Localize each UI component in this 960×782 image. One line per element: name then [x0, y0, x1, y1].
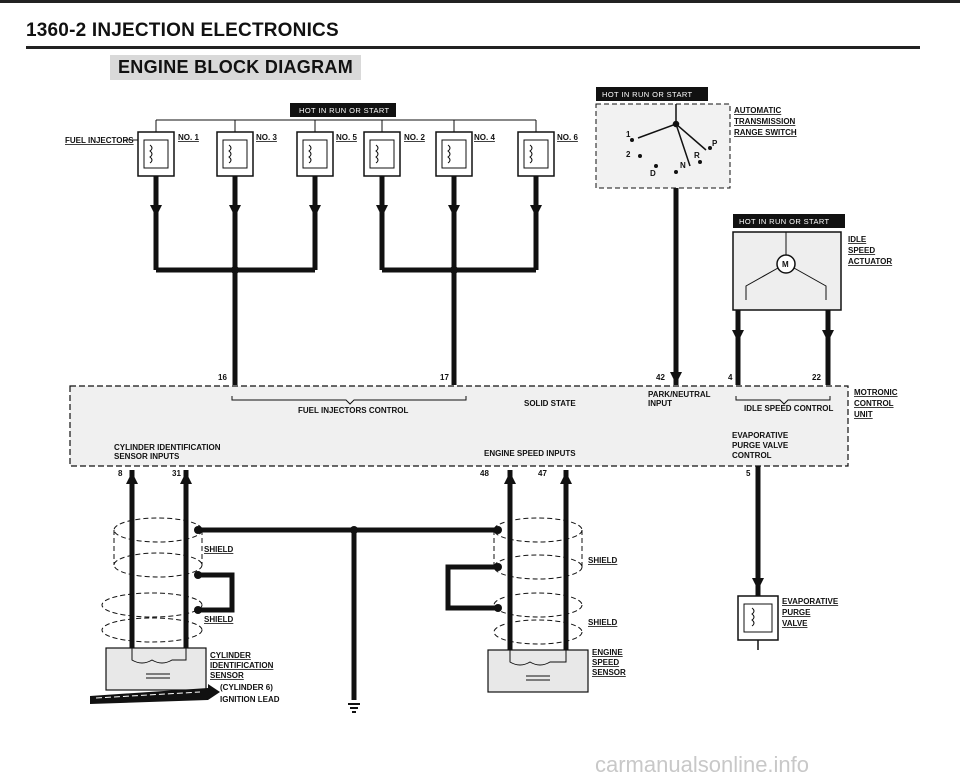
motronic-label-2: CONTROL: [854, 399, 894, 408]
injector-no2-label: NO. 2: [404, 133, 425, 142]
injector-no4: [436, 120, 472, 176]
fuel-injectors-control-label: FUEL INJECTORS CONTROL: [298, 406, 409, 415]
switch-pos-n: N: [680, 161, 686, 170]
cyl6-label-2: IGNITION LEAD: [220, 695, 280, 704]
injector-no6-label: NO. 6: [557, 133, 578, 142]
idle-label-1: IDLE: [848, 235, 867, 244]
pin-17: 17: [440, 373, 449, 382]
evap-control-label-2: PURGE VALVE: [732, 441, 789, 450]
cyl-id-inputs-label-1: CYLINDER IDENTIFICATION: [114, 443, 221, 452]
park-neutral-label-2: INPUT: [648, 399, 672, 408]
cyl-id-inputs-label-2: SENSOR INPUTS: [114, 452, 180, 461]
purge-label-3: VALVE: [782, 619, 808, 628]
idle-label-2: SPEED: [848, 246, 876, 255]
page-title: 1360-2 INJECTION ELECTRONICS: [26, 20, 339, 41]
pin-8: 8: [118, 469, 123, 478]
injector-no2: [364, 120, 400, 176]
pin-22: 22: [812, 373, 821, 382]
transmission-label-2: TRANSMISSION: [734, 117, 796, 126]
shield-label-b: SHIELD: [204, 615, 234, 624]
evap-control-label-1: EVAPORATIVE: [732, 431, 789, 440]
injector-no5: [297, 120, 333, 176]
shield-label-a: SHIELD: [204, 545, 234, 554]
pin-16: 16: [218, 373, 227, 382]
purge-valve: [738, 596, 778, 650]
injector-no3-label: NO. 3: [256, 133, 277, 142]
injector-no1-label: NO. 1: [178, 133, 199, 142]
switch-pos-r: R: [694, 151, 700, 160]
hot-label-actuator: HOT IN RUN OR START: [739, 217, 830, 226]
purge-label-2: PURGE: [782, 608, 811, 617]
cyl6-label-1: (CYLINDER 6): [220, 683, 273, 692]
range-switch-box: [596, 104, 730, 188]
transmission-label-3: RANGE SWITCH: [734, 128, 797, 137]
pin-4: 4: [728, 373, 733, 382]
eng-sensor-label-2: SPEED: [592, 658, 620, 667]
park-neutral-label-1: PARK/NEUTRAL: [648, 390, 711, 399]
pin-5: 5: [746, 469, 751, 478]
pin-48: 48: [480, 469, 489, 478]
injector-no3: [217, 120, 253, 176]
injector-no4-label: NO. 4: [474, 133, 495, 142]
hot-label-switch: HOT IN RUN OR START: [602, 90, 693, 99]
cyl-sensor-label-2: IDENTIFICATION: [210, 661, 274, 670]
ground-symbol: [348, 704, 360, 712]
shield-label-c: SHIELD: [588, 556, 618, 565]
diagram-title: ENGINE BLOCK DIAGRAM: [110, 55, 361, 80]
transmission-label-1: AUTOMATIC: [734, 106, 782, 115]
watermark: carmanualsonline.info: [595, 752, 810, 777]
idle-label-3: ACTUATOR: [848, 257, 893, 266]
injector-no1: [138, 120, 174, 176]
switch-pos-d: D: [650, 169, 656, 178]
pin-47: 47: [538, 469, 547, 478]
injector-no5-label: NO. 5: [336, 133, 357, 142]
fuel-injectors-label: FUEL INJECTORS: [65, 136, 134, 145]
eng-sensor-label-3: SENSOR: [592, 668, 626, 677]
eng-sensor-label-1: ENGINE: [592, 648, 623, 657]
purge-label-1: EVAPORATIVE: [782, 597, 839, 606]
switch-pos-2: 2: [626, 150, 631, 159]
cyl-sensor-label-1: CYLINDER: [210, 651, 251, 660]
evap-control-label-3: CONTROL: [732, 451, 772, 460]
cylinder-id-sensor: [106, 648, 206, 690]
idle-speed-control-label: IDLE SPEED CONTROL: [744, 404, 834, 413]
motor-label: M: [782, 260, 789, 269]
engine-speed-sensor: [488, 650, 588, 692]
switch-pos-1: 1: [626, 130, 631, 139]
engine-speed-inputs-label: ENGINE SPEED INPUTS: [484, 449, 576, 458]
hot-label-injectors: HOT IN RUN OR START: [299, 106, 390, 115]
motronic-label-1: MOTRONIC: [854, 388, 898, 397]
pin-42: 42: [656, 373, 665, 382]
shield-label-d: SHIELD: [588, 618, 618, 627]
solid-state-label: SOLID STATE: [524, 399, 576, 408]
cyl-sensor-label-3: SENSOR: [210, 671, 244, 680]
pin-31: 31: [172, 469, 181, 478]
switch-pos-p: P: [712, 139, 718, 148]
injector-no6: [518, 120, 554, 176]
motronic-label-3: UNIT: [854, 410, 873, 419]
